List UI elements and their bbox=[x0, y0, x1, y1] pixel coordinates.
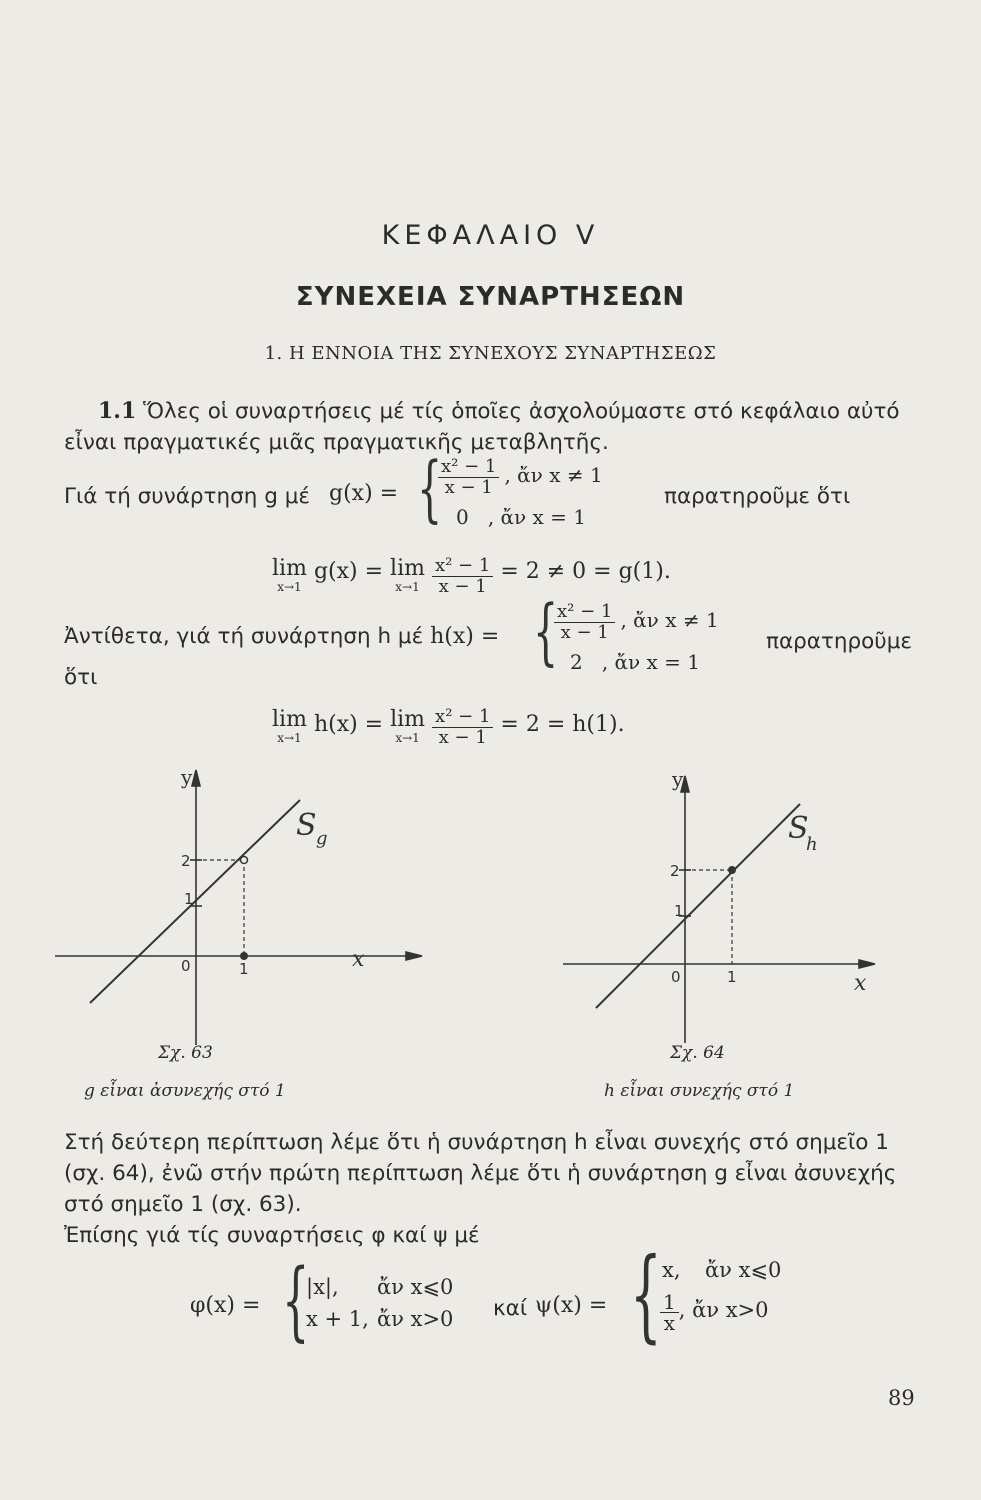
x-axis-arrow bbox=[859, 960, 875, 968]
tick-1: 1 bbox=[184, 890, 194, 908]
tick-2: 2 bbox=[670, 862, 680, 880]
paragraph-line: (σχ. 64), ἐνῶ στήν πρώτη περίπτωση λέμε ὅτι ἡ συνάρτηση g εἶναι ἀσυνεχής bbox=[64, 1161, 897, 1186]
g-fraction: $\frac{\text{x² − 1}}{x - 1}$ bbox=[438, 457, 499, 498]
psi-cond-1: ἄν x⩽0 bbox=[705, 1258, 782, 1282]
h-limit: lim x→1 h(x) = lim x→1 $\frac{\text{x² − 1}}{x - 1}$ = 2 = h(1). bbox=[272, 706, 625, 748]
psi-lhs: ψ(x) = bbox=[535, 1293, 608, 1318]
kai-word: καί bbox=[493, 1296, 528, 1321]
chapter-heading: ΚΕΦΑΛΑΙΟ V bbox=[381, 220, 600, 251]
paragraph-1-1 bbox=[98, 396, 928, 427]
point-h1 bbox=[728, 866, 736, 874]
g-limit: lim x→1 g(x) = lim x→1 $\frac{\text{x² − 1}}{x - 1}$ = 2 ≠ 0 = g(1). bbox=[272, 555, 671, 597]
section-heading: 1. Η ΕΝΝΟΙΑ ΤΗΣ ΣΥΝΕΧΟΥΣ ΣΥΝΑΡΤΗΣΕΩΣ bbox=[264, 343, 717, 364]
tick-x1: 1 bbox=[727, 968, 737, 986]
point-g1 bbox=[240, 952, 248, 960]
phi-brace: { bbox=[282, 1251, 310, 1351]
paragraph-number: 1.1 bbox=[98, 398, 137, 424]
y-label: y bbox=[181, 765, 193, 789]
x-label: x bbox=[352, 947, 365, 972]
h-intro: Ἀντίθετα, γιά τή συνάρτηση h μέ h(x) = bbox=[64, 624, 500, 649]
graph-line-h bbox=[596, 804, 800, 1008]
figure-64-description: h εἶναι συνεχής στό 1 bbox=[604, 1081, 795, 1101]
tick-1: 1 bbox=[674, 902, 684, 920]
graph-sub: g bbox=[316, 828, 328, 849]
tick-x1: 1 bbox=[239, 960, 249, 978]
h-brace: { bbox=[533, 589, 559, 673]
figure-63-caption: Σχ. 63 bbox=[158, 1043, 213, 1063]
psi-case-2: $\frac{1}{x}$ , ἄν x>0 bbox=[660, 1292, 769, 1333]
figure-64 bbox=[548, 768, 928, 1048]
hole-point bbox=[241, 857, 248, 864]
phi-case-2: x + 1, bbox=[306, 1307, 369, 1331]
g-lhs: g(x) = bbox=[329, 481, 399, 506]
x-label: x bbox=[854, 971, 867, 996]
h-case-2: 2 , ἄν x = 1 bbox=[570, 650, 701, 674]
tick-2: 2 bbox=[181, 852, 191, 870]
paragraph-line: Στή δεύτερη περίπτωση λέμε ὅτι ἡ συνάρτηση h εἶναι συνεχής στό σημεῖο 1 bbox=[64, 1130, 889, 1155]
g-case-1: $\frac{\text{x² − 1}}{x - 1}$ , ἄν x ≠ 1 bbox=[438, 457, 603, 498]
figure-63 bbox=[50, 760, 450, 1050]
figure-63-description: g εἶναι ἀσυνεχής στό 1 bbox=[84, 1081, 286, 1101]
g-case-2: 0 , ἄν x = 1 bbox=[456, 505, 587, 529]
g-outro: παρατηροῦμε ὅτι bbox=[664, 484, 851, 509]
figure-64-caption: Σχ. 64 bbox=[670, 1043, 725, 1063]
phi-lhs: φ(x) = bbox=[190, 1293, 261, 1318]
h-outro: παρατηροῦμε bbox=[766, 629, 913, 654]
paragraph-line: στό σημεῖο 1 (σχ. 63). bbox=[64, 1192, 302, 1217]
psi-case-1: x, bbox=[662, 1258, 681, 1282]
paragraph-2 bbox=[64, 1127, 934, 1251]
paragraph-line: Ἐπίσης γιά τίς συναρτήσεις φ καί ψ μέ bbox=[64, 1223, 480, 1248]
tick-0: 0 bbox=[671, 968, 681, 986]
h-outro-2: ὅτι bbox=[64, 665, 98, 690]
y-axis-arrow bbox=[192, 770, 200, 786]
phi-cond-2: ἄν x>0 bbox=[377, 1307, 454, 1331]
x-axis-arrow bbox=[406, 952, 422, 960]
paragraph-line: Ὅλες οἱ συναρτήσεις μέ τίς ὁποῖες ἀσχολούμαστε στό κεφάλαιο αὐτό bbox=[143, 399, 900, 424]
phi-cond-1: ἄν x⩽0 bbox=[377, 1275, 454, 1299]
graph-label: S bbox=[296, 808, 317, 843]
tick-0: 0 bbox=[181, 957, 191, 975]
psi-brace: { bbox=[630, 1236, 662, 1353]
graph-label: S bbox=[788, 811, 809, 846]
paragraph-line-2: εἶναι πραγματικές μιᾶς πραγματικῆς μεταβλητῆς. bbox=[64, 430, 609, 455]
g-intro: Γιά τή συνάρτηση g μέ bbox=[64, 484, 311, 509]
h-case-1: $\frac{\text{x² − 1}}{x - 1}$ , ἄν x ≠ 1 bbox=[554, 602, 719, 643]
graph-sub: h bbox=[806, 834, 818, 855]
page-number: 89 bbox=[888, 1386, 915, 1410]
y-label: y bbox=[672, 768, 684, 791]
graph-line-g bbox=[90, 800, 300, 1003]
g-brace: { bbox=[417, 446, 443, 530]
phi-case-1: |x|, bbox=[306, 1275, 339, 1299]
chapter-title: ΣΥΝΕΧΕΙΑ ΣΥΝΑΡΤΗΣΕΩΝ bbox=[295, 282, 686, 312]
